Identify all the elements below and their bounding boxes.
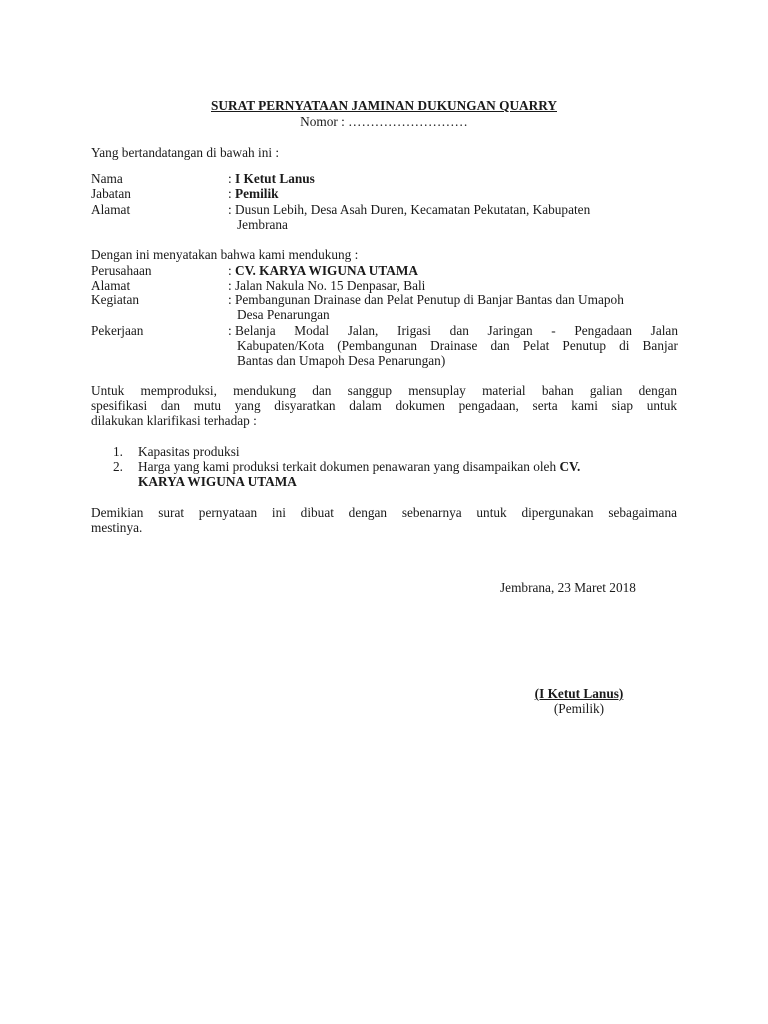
activity-line2: Desa Penarungan [237,307,330,322]
company-address-label: Alamat [91,278,131,293]
signer-name-label: Nama [91,171,123,186]
colon: : [228,171,232,186]
signatory-role: (Pemilik) [553,701,605,716]
list-item-company-prefix: CV. [559,459,581,474]
document-number: Nomor : ……………………… [300,114,468,129]
closing-line1: Demikian surat pernyataan ini dibuat dengan sebenarnya untuk dipergunakan sebagaimana [91,505,677,520]
signer-address-line1: Dusun Lebih, Desa Asah Duren, Kecamatan Pekutatan, Kabupaten [235,202,591,217]
list-item-text: Kapasitas produksi [138,444,240,459]
list-item-number: 2. [113,459,123,474]
colon: : [228,278,232,293]
signer-address-label: Alamat [91,202,131,217]
colon: : [228,186,232,201]
list-item-text [138,459,580,475]
job-line1: Belanja Modal Jalan, Irigasi dan Jaringan - Pengadaan Jalan [235,323,678,338]
colon: : [228,202,232,217]
colon: : [228,323,232,338]
company-name-label: Perusahaan [91,263,152,278]
signer-position-value: Pemilik [235,186,279,201]
body-paragraph-line2: spesifikasi dan mutu yang disyaratkan dalam dokumen pengadaan, serta kami siap untuk [91,398,677,413]
job-line3: Bantas dan Umapoh Desa Penarungan) [237,353,446,368]
job-line2: Kabupaten/Kota (Pembangunan Drainase dan Pelat Penutup di Banjar [237,338,678,353]
colon: : [228,263,232,278]
signer-name-value: I Ketut Lanus [235,171,315,186]
closing-line2: mestinya. [91,520,143,535]
intro-text: Yang bertandatangan di bawah ini : [91,145,280,160]
place-and-date: Jembrana, 23 Maret 2018 [500,580,636,595]
list-item-company-name: KARYA WIGUNA UTAMA [138,474,297,489]
body-paragraph-line3: dilakukan klarifikasi terhadap : [91,413,257,428]
activity-line1: Pembangunan Drainase dan Pelat Penutup di Banjar Bantas dan Umapoh [235,292,624,307]
support-intro-text: Dengan ini menyatakan bahwa kami mendukung : [91,247,359,262]
job-label: Pekerjaan [91,323,144,338]
body-paragraph-line1: Untuk memproduksi, mendukung dan sanggup mensuplay material bahan galian dengan [91,383,677,398]
signer-position-label: Jabatan [91,186,131,201]
list-item-text-line1: Harga yang kami produksi terkait dokumen penawaran yang disampaikan oleh [138,459,557,474]
signatory-name: (I Ketut Lanus) [534,686,624,701]
company-name-value: CV. KARYA WIGUNA UTAMA [235,263,419,278]
signer-address-line2: Jembrana [237,217,288,232]
activity-label: Kegiatan [91,292,139,307]
list-item-number: 1. [113,444,123,459]
colon: : [228,292,232,307]
company-address-value: Jalan Nakula No. 15 Denpasar, Bali [235,278,426,293]
document-title: SURAT PERNYATAAN JAMINAN DUKUNGAN QUARRY [211,98,557,113]
